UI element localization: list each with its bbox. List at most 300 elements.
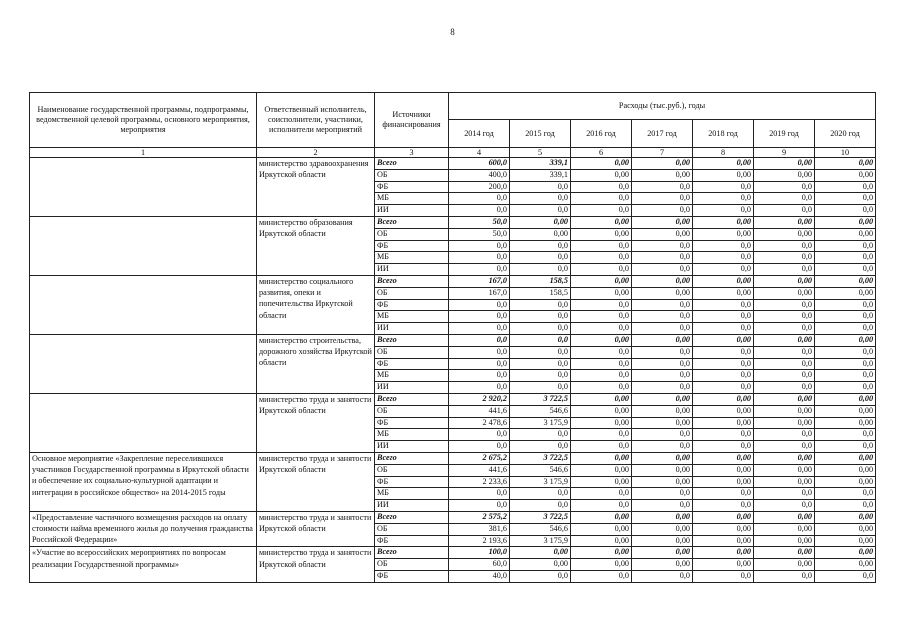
expense-value: 0,0 <box>754 193 815 205</box>
funding-source: Всего <box>375 393 449 405</box>
expense-value: 0,0 <box>632 311 693 323</box>
expense-value: 0,0 <box>571 488 632 500</box>
expense-value: 0,00 <box>815 334 876 346</box>
column-number: 10 <box>815 148 876 158</box>
expense-value: 0,00 <box>693 158 754 170</box>
table-row <box>30 158 876 170</box>
expense-value: 0,0 <box>815 429 876 441</box>
expense-value: 0,00 <box>510 547 571 559</box>
responsible-executor: министерство труда и занятости Иркутской области <box>257 393 375 452</box>
expense-value: 2 478,6 <box>449 417 510 429</box>
funding-source: ИИ <box>375 264 449 276</box>
expense-value: 0,0 <box>693 570 754 582</box>
expense-value: 0,00 <box>815 216 876 228</box>
header-year: 2017 год <box>632 120 693 148</box>
expense-value: 0,0 <box>693 346 754 358</box>
expense-value: 0,00 <box>815 417 876 429</box>
expense-value: 0,0 <box>754 570 815 582</box>
expense-value: 0,0 <box>815 252 876 264</box>
expense-value: 0,0 <box>449 334 510 346</box>
responsible-executor: министерство труда и занятости Иркутской области <box>257 511 375 546</box>
expense-value: 0,0 <box>815 370 876 382</box>
header-year: 2015 год <box>510 120 571 148</box>
expense-value: 0,0 <box>510 299 571 311</box>
table-row <box>30 216 876 228</box>
expense-value: 0,0 <box>693 311 754 323</box>
activity-name <box>30 216 257 275</box>
expense-value: 0,0 <box>632 264 693 276</box>
expense-value: 0,00 <box>571 216 632 228</box>
funding-source: ФБ <box>375 535 449 547</box>
expense-value: 0,0 <box>693 382 754 394</box>
expense-value: 0,00 <box>815 511 876 523</box>
expense-value: 0,00 <box>693 417 754 429</box>
expense-value: 50,0 <box>449 216 510 228</box>
expense-value: 0,0 <box>693 205 754 217</box>
expense-value: 0,00 <box>632 393 693 405</box>
expense-value: 0,00 <box>693 535 754 547</box>
funding-source: МБ <box>375 311 449 323</box>
expense-value: 0,0 <box>632 240 693 252</box>
header-year: 2014 год <box>449 120 510 148</box>
expense-value: 0,0 <box>815 382 876 394</box>
expense-value: 3 175,9 <box>510 476 571 488</box>
expense-value: 0,00 <box>632 158 693 170</box>
header-name: Наименование государственной программы, подпрограммы, ведомственной целевой программы, основного мероприятия, мероприятия <box>30 93 257 148</box>
expense-value: 0,0 <box>449 441 510 453</box>
expense-value: 0,0 <box>449 500 510 512</box>
expense-value: 0,0 <box>449 382 510 394</box>
expense-value: 0,0 <box>449 488 510 500</box>
expense-value: 0,00 <box>632 511 693 523</box>
expense-value: 60,0 <box>449 559 510 571</box>
expense-value: 0,00 <box>815 393 876 405</box>
expense-value: 3 175,9 <box>510 535 571 547</box>
funding-source: ФБ <box>375 358 449 370</box>
expense-value: 0,0 <box>754 488 815 500</box>
expense-value: 2 575,2 <box>449 511 510 523</box>
column-number: 4 <box>449 148 510 158</box>
expense-value: 0,0 <box>571 323 632 335</box>
expense-value: 381,6 <box>449 523 510 535</box>
expense-value: 40,0 <box>449 570 510 582</box>
expense-value: 0,00 <box>754 216 815 228</box>
expense-value: 0,0 <box>632 299 693 311</box>
expense-value: 0,00 <box>754 393 815 405</box>
expense-value: 158,5 <box>510 275 571 287</box>
expense-value: 0,0 <box>632 346 693 358</box>
column-number: 8 <box>693 148 754 158</box>
expense-value: 0,0 <box>632 500 693 512</box>
funding-source: ИИ <box>375 500 449 512</box>
header-year: 2018 год <box>693 120 754 148</box>
funding-source: ОБ <box>375 287 449 299</box>
expense-value: 0,0 <box>815 299 876 311</box>
expense-value: 2 675,2 <box>449 452 510 464</box>
activity-name <box>30 393 257 452</box>
expense-value: 2 920,2 <box>449 393 510 405</box>
expense-value: 0,00 <box>632 476 693 488</box>
expense-value: 0,0 <box>510 346 571 358</box>
funding-source: МБ <box>375 252 449 264</box>
expense-value: 0,00 <box>571 523 632 535</box>
expense-value: 0,00 <box>754 417 815 429</box>
expense-value: 0,00 <box>754 405 815 417</box>
expense-value: 0,00 <box>571 417 632 429</box>
expense-value: 0,00 <box>815 169 876 181</box>
expense-value: 0,00 <box>754 169 815 181</box>
expense-value: 0,00 <box>815 523 876 535</box>
column-number: 2 <box>257 148 375 158</box>
expense-value: 3 722,5 <box>510 393 571 405</box>
expense-value: 0,00 <box>693 275 754 287</box>
expense-value: 0,00 <box>754 547 815 559</box>
expense-value: 0,0 <box>449 193 510 205</box>
expense-value: 0,0 <box>449 346 510 358</box>
expense-value: 0,0 <box>632 441 693 453</box>
expense-value: 158,5 <box>510 287 571 299</box>
responsible-executor: министерство образования Иркутской области <box>257 216 375 275</box>
responsible-executor: министерство труда и занятости Иркутской области <box>257 452 375 511</box>
expense-value: 0,00 <box>693 464 754 476</box>
expense-value: 546,6 <box>510 405 571 417</box>
expense-value: 441,6 <box>449 464 510 476</box>
expense-value: 0,0 <box>510 500 571 512</box>
expense-value: 0,00 <box>571 169 632 181</box>
activity-name: «Предоставление частичного возмещения расходов на оплату стоимости найма временного жилья до получения гражданства Российской Федерации» <box>30 511 257 546</box>
expense-value: 0,0 <box>510 382 571 394</box>
expense-value: 0,00 <box>815 287 876 299</box>
expense-value: 0,0 <box>510 570 571 582</box>
expense-value: 0,0 <box>449 264 510 276</box>
table-row <box>30 275 876 287</box>
expense-value: 0,0 <box>693 299 754 311</box>
funding-source: МБ <box>375 370 449 382</box>
expense-value: 0,0 <box>510 323 571 335</box>
expense-value: 0,0 <box>571 264 632 276</box>
table-body <box>30 158 876 583</box>
funding-source: Всего <box>375 216 449 228</box>
expense-value: 0,00 <box>510 216 571 228</box>
column-number: 6 <box>571 148 632 158</box>
expense-value: 0,0 <box>510 240 571 252</box>
expense-value: 0,00 <box>510 228 571 240</box>
expense-value: 0,00 <box>754 559 815 571</box>
funding-source: ОБ <box>375 559 449 571</box>
table-row <box>30 547 876 559</box>
expense-value: 0,00 <box>815 452 876 464</box>
expense-value: 0,0 <box>510 252 571 264</box>
expense-value: 0,00 <box>693 559 754 571</box>
expense-value: 0,0 <box>449 205 510 217</box>
expense-value: 0,0 <box>449 311 510 323</box>
funding-source: ОБ <box>375 228 449 240</box>
activity-name <box>30 275 257 334</box>
expense-value: 0,0 <box>632 382 693 394</box>
header-responsible: Ответственный исполнитель, соисполнители, участники, исполнители мероприятий <box>257 93 375 148</box>
expense-value: 0,00 <box>632 275 693 287</box>
expense-value: 0,00 <box>693 334 754 346</box>
funding-source: Всего <box>375 452 449 464</box>
expense-value: 0,0 <box>510 311 571 323</box>
table-row <box>30 334 876 346</box>
expense-value: 0,0 <box>815 441 876 453</box>
expense-value: 0,0 <box>754 252 815 264</box>
expense-value: 0,00 <box>632 417 693 429</box>
funding-source: ИИ <box>375 441 449 453</box>
expense-value: 0,00 <box>571 334 632 346</box>
expense-value: 0,0 <box>754 240 815 252</box>
expense-value: 0,00 <box>571 535 632 547</box>
expense-value: 400,0 <box>449 169 510 181</box>
expense-value: 0,0 <box>510 441 571 453</box>
expense-value: 0,0 <box>571 205 632 217</box>
expense-value: 0,00 <box>815 476 876 488</box>
funding-source: ОБ <box>375 405 449 417</box>
expense-value: 0,00 <box>815 464 876 476</box>
column-number: 1 <box>30 148 257 158</box>
expense-value: 0,00 <box>693 547 754 559</box>
expense-value: 0,0 <box>815 240 876 252</box>
expense-value: 0,0 <box>632 429 693 441</box>
funding-source: ОБ <box>375 464 449 476</box>
expense-value: 0,0 <box>510 429 571 441</box>
funding-source: Всего <box>375 158 449 170</box>
expense-value: 0,0 <box>571 429 632 441</box>
expense-value: 0,0 <box>632 252 693 264</box>
expense-value: 0,0 <box>449 429 510 441</box>
expense-value: 0,00 <box>571 464 632 476</box>
expense-value: 0,0 <box>815 358 876 370</box>
expense-value: 0,0 <box>754 382 815 394</box>
responsible-executor: министерство социального развития, опеки и попечительства Иркутской области <box>257 275 375 334</box>
expense-value: 0,00 <box>632 405 693 417</box>
expense-value: 0,0 <box>815 181 876 193</box>
expense-value: 0,00 <box>815 158 876 170</box>
expense-value: 0,0 <box>693 370 754 382</box>
expense-value: 0,00 <box>754 334 815 346</box>
expense-value: 0,0 <box>632 323 693 335</box>
expense-value: 0,00 <box>754 275 815 287</box>
column-number: 3 <box>375 148 449 158</box>
expense-value: 0,00 <box>571 275 632 287</box>
funding-source: МБ <box>375 429 449 441</box>
expense-value: 0,00 <box>571 405 632 417</box>
expense-value: 0,0 <box>571 358 632 370</box>
activity-name: «Участие во всероссийских мероприятиях по вопросам реализации Государственной программы» <box>30 547 257 582</box>
expense-value: 0,00 <box>754 535 815 547</box>
header-year: 2016 год <box>571 120 632 148</box>
expense-value: 0,0 <box>571 311 632 323</box>
expense-value: 0,0 <box>693 500 754 512</box>
expense-value: 2 193,6 <box>449 535 510 547</box>
expense-value: 0,00 <box>815 405 876 417</box>
funding-source: ИИ <box>375 323 449 335</box>
expense-value: 0,0 <box>571 193 632 205</box>
expense-value: 0,00 <box>754 476 815 488</box>
expense-value: 0,00 <box>632 523 693 535</box>
expense-value: 0,0 <box>632 181 693 193</box>
expense-value: 0,0 <box>449 299 510 311</box>
header-expenses: Расходы (тыс.руб.), годы <box>449 93 876 120</box>
expense-value: 0,00 <box>571 559 632 571</box>
expense-value: 0,0 <box>571 181 632 193</box>
expense-value: 0,0 <box>571 570 632 582</box>
column-number: 5 <box>510 148 571 158</box>
expense-value: 0,0 <box>632 570 693 582</box>
expense-value: 0,00 <box>754 228 815 240</box>
expense-value: 0,00 <box>632 228 693 240</box>
expense-value: 0,0 <box>571 240 632 252</box>
expense-value: 0,0 <box>693 358 754 370</box>
expense-value: 339,1 <box>510 158 571 170</box>
expense-value: 600,0 <box>449 158 510 170</box>
expense-value: 0,00 <box>571 452 632 464</box>
funding-source: ФБ <box>375 240 449 252</box>
funding-source: ИИ <box>375 382 449 394</box>
expense-value: 0,0 <box>449 323 510 335</box>
expense-value: 0,00 <box>754 511 815 523</box>
table-row <box>30 511 876 523</box>
expense-value: 0,00 <box>693 405 754 417</box>
funding-source: МБ <box>375 193 449 205</box>
expense-value: 0,00 <box>754 452 815 464</box>
expense-value: 0,00 <box>571 393 632 405</box>
funding-source: ФБ <box>375 299 449 311</box>
expense-value: 546,6 <box>510 464 571 476</box>
expense-value: 0,0 <box>449 358 510 370</box>
expense-value: 0,0 <box>815 570 876 582</box>
expense-value: 0,0 <box>754 264 815 276</box>
expense-value: 0,0 <box>632 370 693 382</box>
expense-value: 0,00 <box>571 158 632 170</box>
funding-source: Всего <box>375 547 449 559</box>
expense-value: 0,0 <box>571 370 632 382</box>
expense-value: 0,0 <box>510 370 571 382</box>
expense-value: 0,0 <box>693 181 754 193</box>
expense-value: 0,0 <box>754 441 815 453</box>
expense-value: 0,0 <box>815 323 876 335</box>
activity-name <box>30 158 257 217</box>
funding-source: МБ <box>375 488 449 500</box>
expense-value: 0,0 <box>632 358 693 370</box>
expense-value: 0,00 <box>754 523 815 535</box>
expense-value: 0,00 <box>754 287 815 299</box>
expense-value: 167,0 <box>449 275 510 287</box>
expense-value: 0,0 <box>754 181 815 193</box>
expense-value: 0,0 <box>815 193 876 205</box>
expense-value: 0,0 <box>754 358 815 370</box>
expense-value: 0,00 <box>571 287 632 299</box>
expense-value: 0,00 <box>632 535 693 547</box>
expense-value: 0,0 <box>510 193 571 205</box>
expense-value: 0,0 <box>815 500 876 512</box>
funding-source: Всего <box>375 511 449 523</box>
expense-value: 0,0 <box>449 252 510 264</box>
funding-source: Всего <box>375 275 449 287</box>
responsible-executor: министерство здравоохранения Иркутской области <box>257 158 375 217</box>
expense-value: 0,00 <box>632 216 693 228</box>
expense-value: 0,0 <box>693 429 754 441</box>
expense-value: 0,0 <box>510 264 571 276</box>
expense-value: 50,0 <box>449 228 510 240</box>
expense-value: 0,0 <box>754 323 815 335</box>
expense-value: 546,6 <box>510 523 571 535</box>
funding-source: ОБ <box>375 169 449 181</box>
expense-value: 0,0 <box>693 441 754 453</box>
funding-source: ФБ <box>375 181 449 193</box>
expenditure-table <box>29 92 876 583</box>
expense-value: 0,0 <box>693 323 754 335</box>
expense-value: 0,0 <box>815 311 876 323</box>
expense-value: 0,0 <box>693 193 754 205</box>
expense-value: 0,00 <box>754 464 815 476</box>
expense-value: 0,0 <box>632 193 693 205</box>
expense-value: 0,0 <box>754 429 815 441</box>
table-row <box>30 393 876 405</box>
expense-value: 0,00 <box>693 287 754 299</box>
expense-value: 0,0 <box>510 358 571 370</box>
activity-name: Основное мероприятие «Закрепление переселившихся участников Государственной программы в Иркутской области и обеспечение их социально-культурной адаптации и интеграции в российское общество» на 2014-2015 годы <box>30 452 257 511</box>
expense-value: 0,0 <box>754 311 815 323</box>
expense-value: 0,0 <box>754 500 815 512</box>
header-year: 2020 год <box>815 120 876 148</box>
expense-value: 0,00 <box>632 334 693 346</box>
expense-value: 0,00 <box>632 547 693 559</box>
expense-value: 0,0 <box>815 264 876 276</box>
expense-value: 100,0 <box>449 547 510 559</box>
expense-value: 0,00 <box>632 169 693 181</box>
activity-name <box>30 334 257 393</box>
expense-value: 200,0 <box>449 181 510 193</box>
expense-value: 0,00 <box>815 547 876 559</box>
column-number: 9 <box>754 148 815 158</box>
expense-value: 0,0 <box>693 252 754 264</box>
expense-value: 0,0 <box>754 346 815 358</box>
expense-value: 3 722,5 <box>510 452 571 464</box>
expense-value: 0,0 <box>693 488 754 500</box>
funding-source: ФБ <box>375 476 449 488</box>
expense-value: 0,0 <box>510 334 571 346</box>
funding-source: ОБ <box>375 346 449 358</box>
expense-value: 0,0 <box>510 205 571 217</box>
column-number: 7 <box>632 148 693 158</box>
expense-value: 0,0 <box>449 240 510 252</box>
funding-source: Всего <box>375 334 449 346</box>
expense-value: 339,1 <box>510 169 571 181</box>
expense-value: 0,00 <box>693 216 754 228</box>
expense-value: 0,0 <box>571 299 632 311</box>
expense-value: 0,00 <box>571 511 632 523</box>
table-row <box>30 452 876 464</box>
expense-value: 0,00 <box>815 275 876 287</box>
expense-value: 0,0 <box>754 205 815 217</box>
expense-value: 0,0 <box>815 205 876 217</box>
expense-value: 0,00 <box>693 511 754 523</box>
expense-value: 0,0 <box>571 382 632 394</box>
expense-value: 0,0 <box>632 488 693 500</box>
funding-source: ФБ <box>375 417 449 429</box>
expense-value: 0,00 <box>632 452 693 464</box>
expense-value: 0,0 <box>815 488 876 500</box>
header-year: 2019 год <box>754 120 815 148</box>
expense-value: 0,00 <box>632 464 693 476</box>
expense-value: 3 175,9 <box>510 417 571 429</box>
expense-value: 3 722,5 <box>510 511 571 523</box>
header-source: Источники финансирования <box>375 93 449 148</box>
expense-value: 0,00 <box>815 535 876 547</box>
expense-value: 167,0 <box>449 287 510 299</box>
